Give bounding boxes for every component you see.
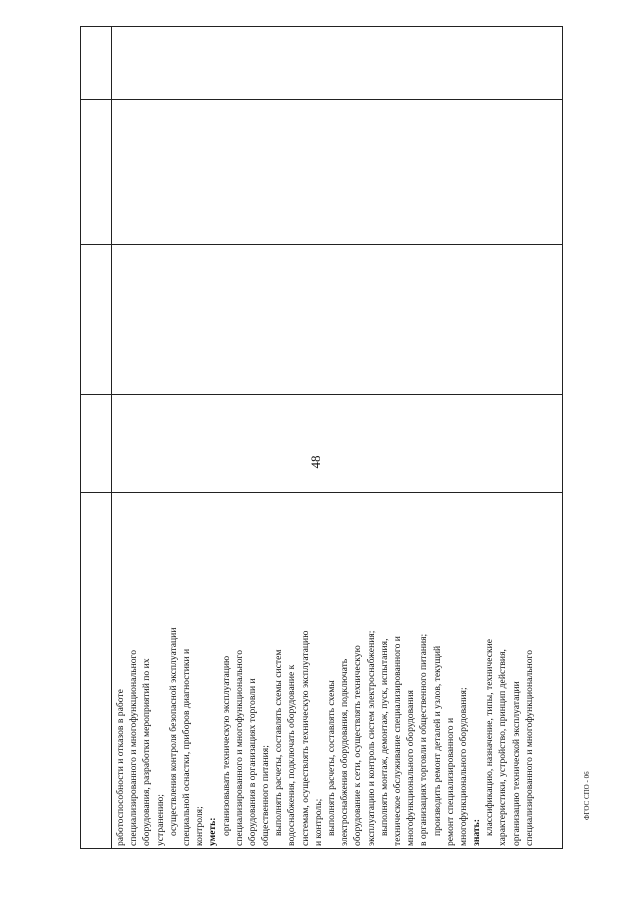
- content-line: электроснабжения оборудования, подключать: [339, 658, 351, 846]
- content-line: многофункционального оборудования: [405, 690, 417, 846]
- content-line: работоспособности и отказов в работе: [115, 689, 126, 846]
- content-line: оборудование к сети, осуществлять техническую: [352, 645, 364, 846]
- content-line: выполнять расчеты, составлять схемы: [326, 680, 337, 836]
- content-line: осуществления контроля безопасной эксплуатации: [167, 627, 179, 836]
- content-line: классификацию, назначение, типы, технические: [484, 638, 496, 836]
- content-line: и контроль;: [312, 798, 324, 846]
- content-line: производить ремонт деталей и узлов, текущий: [431, 645, 443, 836]
- content-line: устранению;: [154, 794, 166, 846]
- section-heading: уметь:: [207, 817, 219, 846]
- page-number: 48: [308, 455, 323, 469]
- main-row-cell-2: [112, 395, 562, 493]
- content-line: выполнять монтаж, демонтаж, пуск, испытания,: [378, 638, 390, 836]
- content-line: общественного питания;: [260, 745, 272, 846]
- content-line: специализированного и многофункционального: [233, 649, 245, 846]
- requirements-cell: [112, 493, 562, 848]
- content-line: организацию технической эксплуатации: [510, 681, 522, 846]
- top-row-cell-3: [81, 245, 111, 395]
- content-line: многофункционального оборудования;: [457, 687, 469, 846]
- content-line: водоснабжения, подключать оборудование к: [286, 664, 298, 846]
- content-line: специализированного и многофункционального: [128, 649, 140, 846]
- table-main-row: [111, 27, 562, 848]
- top-row-cell-1: [81, 493, 111, 848]
- content-line: контроля;: [194, 806, 206, 846]
- content-line: ремонт специализированного и: [444, 717, 456, 846]
- top-row-cell-5: [81, 27, 111, 100]
- content-line: системам, осуществлять техническую эксплуатацию: [299, 630, 311, 846]
- top-row-cell-2: [81, 395, 111, 493]
- competency-table: [80, 26, 563, 849]
- main-row-cell-4: [112, 100, 562, 245]
- content-line: оборудования в организациях торговли и: [246, 678, 258, 846]
- content-line: специальной оснастки, приборов диагностики и: [180, 648, 192, 846]
- content-line: специализированного и многофункционального: [523, 649, 535, 846]
- footer-document-code: ФГОС СПО - 06: [583, 771, 591, 820]
- top-row-cell-4: [81, 100, 111, 245]
- content-line: техническое обслуживание специализированного и: [391, 636, 403, 846]
- content-line: эксплуатацию и контроль систем электроснабжения;: [365, 630, 377, 846]
- main-row-cell-3: [112, 245, 562, 395]
- content-line: выполнять расчеты, составлять схемы систем: [273, 649, 285, 836]
- content-line: организовывать техническую эксплуатацию: [220, 655, 232, 836]
- content-line: в организациях торговли и общественного питания;: [418, 633, 430, 846]
- content-line: характеристики, устройство, принцип действия,: [497, 649, 509, 846]
- main-row-cell-5: [112, 27, 562, 100]
- table-top-row: [81, 27, 111, 848]
- section-heading: знать:: [471, 819, 483, 846]
- content-line: оборудования, разработки мероприятий по их: [141, 658, 153, 846]
